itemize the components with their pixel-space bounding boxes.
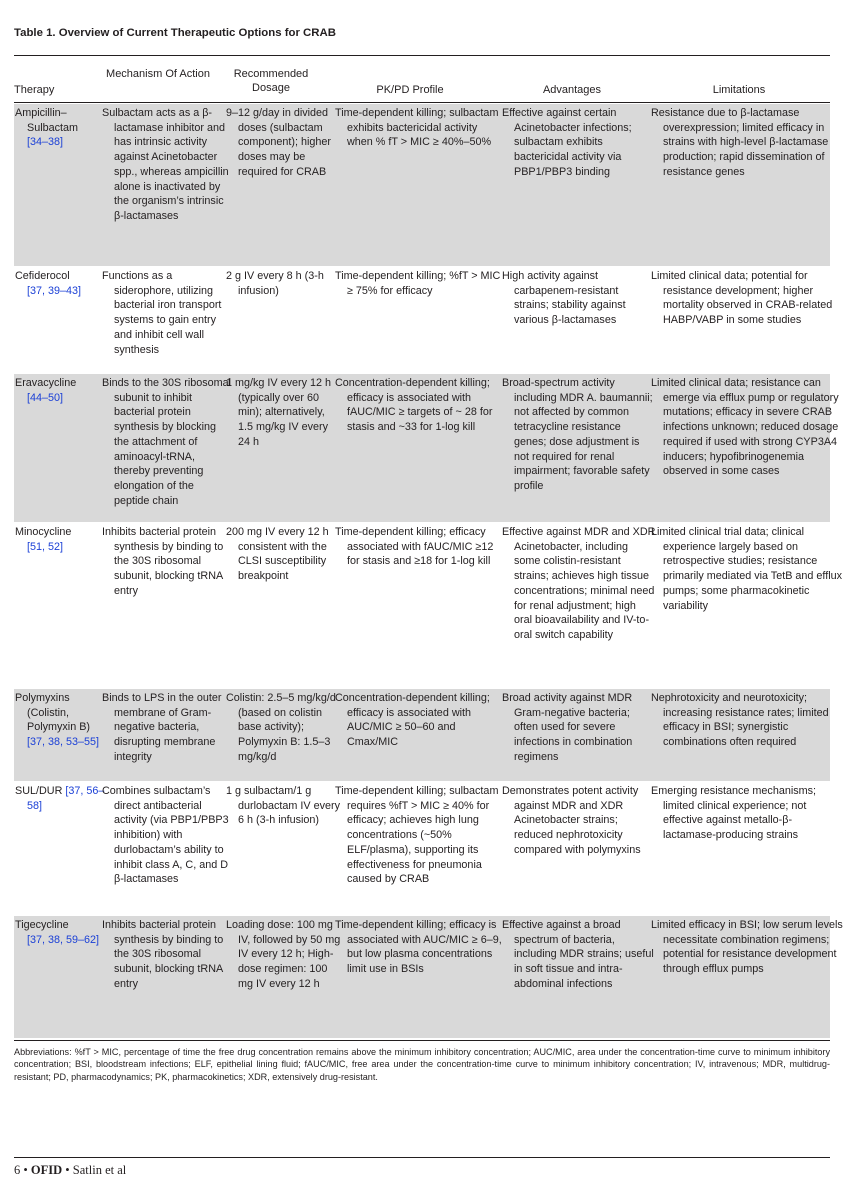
- therapy-cell: Tigecycline [37, 38, 59–62]: [15, 919, 100, 946]
- table-row: [14, 782, 830, 915]
- reference-link[interactable]: [34–38]: [27, 136, 64, 149]
- limitations-cell: Limited clinical data; resistance can emerge via efflux pump or regulatory mutations; efficacy in severe CRAB infections unknown; reduced dosage required if used with strong CYP3A4 inducers; hypofibrinogenemia observed in some cases: [651, 377, 839, 478]
- mechanism-cell: Combines sulbactam’s direct antibacterial activity (via PBP1/PBP3 inhibition) with durlobactam’s ability to inhibit class A, C, and D β-lactamases: [102, 785, 229, 886]
- table-row: [14, 689, 830, 781]
- reference-link[interactable]: [37, 38, 59–62]: [27, 933, 100, 946]
- table-row: [14, 267, 833, 373]
- pkpd-cell: Time-dependent killing; efficacy associated with fAUC/MIC ≥12 for stasis and ≥18 for 1-log kill: [335, 526, 494, 568]
- therapy-cell: Ampicillin–Sulbactam [34–38]: [15, 107, 79, 149]
- reference-link[interactable]: [37, 38, 53–55]: [27, 736, 100, 749]
- limitations-cell: Limited clinical trial data; clinical experience largely based on retrospective studies; resistance primarily mediated via TetB and efflux pumps; some pharmacokinetic variability: [651, 526, 843, 612]
- table-bottom-rule: [14, 1040, 830, 1041]
- header-limitations: Limitations: [712, 84, 766, 96]
- pkpd-cell: Time-dependent killing; %fT > MIC ≥ 75% for efficacy: [335, 270, 501, 297]
- mechanism-cell: Binds to LPS in the outer membrane of Gram-negative bacteria, disrupting membrane integrity: [102, 692, 222, 763]
- pkpd-cell: Concentration-dependent killing; efficacy is associated with AUC/MIC ≥ 50–60 and Cmax/MIC: [335, 692, 490, 749]
- therapy-cell: Eravacycline [44–50]: [15, 377, 77, 404]
- footer-rule: [14, 1157, 830, 1158]
- table-row: [14, 523, 843, 688]
- dosage-cell: Loading dose: 100 mg IV, followed by 50 mg IV every 12 h; High-dose regimen: 100 mg IV every 12 h: [226, 919, 341, 990]
- page-footer: [14, 1163, 126, 1178]
- page-number: 6: [14, 1163, 21, 1177]
- therapy-cell: Polymyxins (Colistin, Polymyxin B) [37, 38, 53–55]: [15, 692, 100, 749]
- bullet-separator: •: [65, 1163, 73, 1177]
- mechanism-cell: Sulbactam acts as a β-lactamase inhibitor and has intrinsic activity against Acinetobacter spp., whereas ampicillin alone is inactivated by the organism’s intrinsic β-lactamases: [102, 107, 229, 222]
- dosage-cell: 200 mg IV every 12 h consistent with the CLSI susceptibility breakpoint: [226, 526, 329, 583]
- pkpd-cell: Concentration-dependent killing; efficacy is associated with fAUC/MIC ≥ targets of ~ 28 for stasis and ~33 for 1-log kill: [335, 377, 493, 434]
- table-top-rule: [14, 55, 830, 56]
- limitations-cell: Limited clinical data; potential for resistance development; higher mortality observed in CRAB-related HABP/VABP in some studies: [651, 270, 833, 327]
- reference-link[interactable]: [37, 56–58]: [27, 785, 105, 812]
- limitations-cell: Limited efficacy in BSI; low serum levels necessitate combination regimens; potential for resistance development through efflux pumps: [651, 919, 843, 976]
- mechanism-cell: Inhibits bacterial protein synthesis by binding to the 30S ribosomal subunit, blocking tRNA entry: [102, 526, 224, 597]
- dosage-cell: Colistin: 2.5–5 mg/kg/d (based on colistin base activity); Polymyxin B: 1.5–3 mg/kg/d: [226, 692, 336, 763]
- dosage-cell: 1 mg/kg IV every 12 h (typically over 60 min); alternatively, 1.5 mg/kg IV every 24 h: [226, 377, 332, 448]
- table-row: [14, 916, 843, 1038]
- header-dosage: Recommended Dosage: [233, 68, 309, 94]
- mechanism-cell: Inhibits bacterial protein synthesis by binding to the 30S ribosomal subunit, blocking tRNA entry: [102, 919, 224, 990]
- therapy-cell: SUL/DUR [37, 56–58]: [15, 785, 105, 812]
- dosage-cell: 9–12 g/day in divided doses (sulbactam component); higher doses may be required for CRAB: [226, 107, 332, 178]
- pkpd-cell: Time-dependent killing; efficacy is associated with AUC/MIC ≥ 6–9, but low plasma concentrations limit use in BSIs: [335, 919, 502, 976]
- advantages-cell: Demonstrates potent activity against MDR and XDR Acinetobacter strains; reduced nephrotoxicity compared with polymyxins: [502, 785, 641, 856]
- advantages-cell: High activity against carbapenem-resistant strains; stability against various β-lactamases: [502, 270, 626, 327]
- limitations-cell: Emerging resistance mechanisms; limited clinical experience; not effective against metallo-β-lactamase-producing strains: [651, 785, 817, 842]
- header-pkpd: PK/PD Profile: [376, 84, 444, 96]
- dosage-cell: 2 g IV every 8 h (3-h infusion): [226, 270, 324, 297]
- advantages-cell: Broad-spectrum activity including MDR A. baumannii; not affected by common tetracycline resistance genes; dose adjustment is not required for renal impairment; favorable safety profile: [502, 377, 653, 492]
- limitations-cell: Nephrotoxicity and neurotoxicity; increasing resistance rates; limited efficacy in BSI; synergistic combinations often required: [651, 692, 829, 749]
- table-title: Table 1. Overview of Current Therapeutic Options for CRAB: [14, 27, 336, 39]
- mechanism-cell: Binds to the 30S ribosomal subunit to inhibit bacterial protein synthesis by blocking the attachment of aminoacyl-tRNA, thereby preventing elongation of the peptide chain: [102, 377, 232, 507]
- advantages-cell: Effective against certain Acinetobacter infections; sulbactam exhibits bactericidal activity via PBP1/PBP3 binding: [502, 107, 632, 178]
- reference-link[interactable]: [44–50]: [27, 391, 64, 404]
- mechanism-cell: Functions as a siderophore, utilizing bacterial iron transport systems to gain entry and inhibit cell wall synthesis: [102, 270, 222, 356]
- therapy-cell: Minocycline [51, 52]: [15, 526, 72, 553]
- table-row: [14, 374, 839, 522]
- bullet-separator: •: [23, 1163, 31, 1177]
- pkpd-cell: Time-dependent killing; sulbactam requires %fT > MIC ≥ 40% for efficacy; achieves high lung concentrations (~50% ELF/plasma), supporting its effectiveness for pneumonia caused by CRAB: [335, 785, 499, 886]
- advantages-cell: Broad activity against MDR Gram-negative bacteria; often used for severe infections in combination regimens: [502, 692, 633, 763]
- author-line: Satlin et al: [72, 1163, 127, 1177]
- journal-name: OFID: [30, 1163, 63, 1177]
- header-therapy: Therapy: [14, 84, 55, 96]
- dosage-cell: 1 g sulbactam/1 g durlobactam IV every 6 h (3-h infusion): [226, 785, 341, 827]
- pkpd-cell: Time-dependent killing; sulbactam exhibits bactericidal activity when % fT > MIC ≥ 40%–50%: [335, 107, 499, 149]
- table-row: [14, 104, 830, 266]
- limitations-cell: Resistance due to β-lactamase overexpression; limited efficacy in strains with high-level β-lactamase production; rapid dissemination of resistance genes: [651, 107, 829, 178]
- header-mechanism: Mechanism Of Action: [106, 68, 210, 80]
- table-header-row: [14, 65, 830, 97]
- advantages-cell: Effective against a broad spectrum of bacteria, including MDR strains; useful in soft tissue and intra-abdominal infections: [502, 919, 654, 990]
- reference-link[interactable]: [51, 52]: [27, 540, 64, 553]
- advantages-cell: Effective against MDR and XDR Acinetobacter, including some colistin-resistant strains; achieves high tissue concentrations; minimal need for renal adjustment; high oral bioavailability and IV-to-oral switch capability: [502, 526, 656, 641]
- therapy-cell: Cefiderocol [37, 39–43]: [15, 270, 82, 297]
- reference-link[interactable]: [37, 39–43]: [27, 284, 82, 297]
- header-advantages: Advantages: [542, 84, 602, 96]
- header-bottom-rule: [14, 102, 830, 103]
- abbreviations-note: Abbreviations: %fT > MIC, percentage of time the free drug concentration remains above the minimum inhibitory concentration; AUC/MIC, area under the concentration-time curve to minimum inhibitory concentration; BSI, bloodstream infections; ELF, epithelial lining fluid; fAUC/MIC, free area under the concentration-time curve to minimum inhibitory concentration; IV, intravenous; MDR, multidrug-resistant; PD, pharmacodynamics; PK, pharmacokinetics; XDR, extensively drug-resistant.: [14, 1047, 830, 1082]
